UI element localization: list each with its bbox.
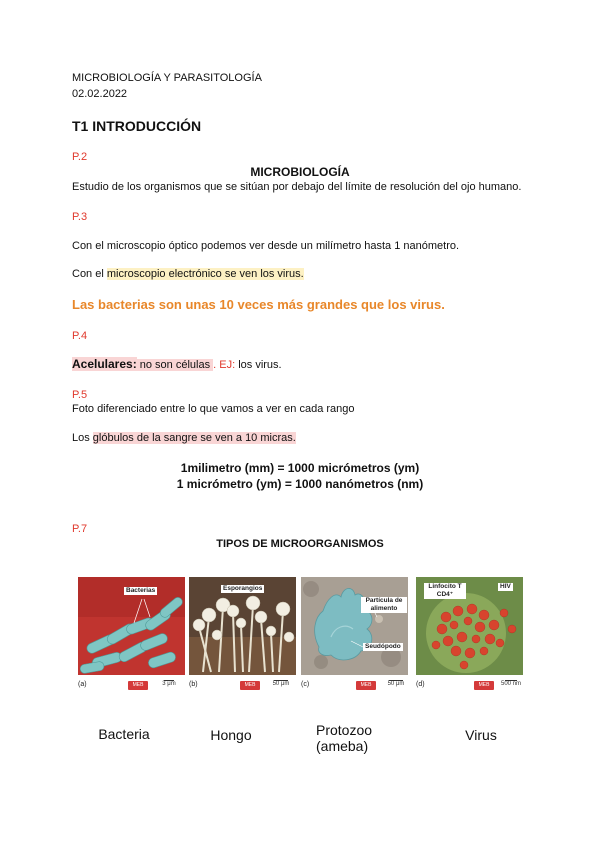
label-virus: Virus: [465, 727, 497, 743]
hiv-tag: HIV: [500, 583, 511, 590]
microorganism-types-heading: TIPOS DE MICROORGANISMOS: [216, 538, 384, 550]
acelulares-line: [72, 357, 282, 373]
label-protozoan: Protozoo (ameba): [316, 722, 373, 754]
electron-prefix: Con el: [72, 268, 107, 280]
label-fungus: Hongo: [210, 727, 252, 743]
panel-d-scale: [498, 680, 524, 690]
microbiologia-definition: Estudio de los organismos que se sitúan por debajo del límite de resolución del ojo humano.: [72, 181, 522, 193]
microbiologia-heading: MICROBIOLOGÍA: [250, 165, 350, 179]
equation-um-nm: 1 micrómetro (ym) = 1000 nanómetros (nm): [176, 477, 424, 491]
blood-prefix: Los: [72, 432, 93, 444]
equation-mm-um: 1milimetro (mm) = 1000 micrómetros (ym): [180, 461, 420, 475]
ameba-micrograph: [301, 577, 408, 675]
panel-b-scale-label: 50 μm: [272, 681, 290, 687]
panel-a-badge: MEB: [128, 681, 148, 690]
ref-p4: P.4: [72, 330, 88, 342]
range-photo-text: Foto diferenciado entre lo que vamos a ver en cada rango: [72, 403, 355, 415]
acelulares-term: Acelulares:: [72, 357, 137, 371]
course-title: MICROBIOLOGÍA Y PARASITOLOGÍA: [72, 72, 262, 84]
t-lymphocyte-tag: Linfocito T CD4⁺: [424, 583, 466, 599]
panel-b-letter: (b): [189, 681, 198, 688]
sporangia-tag: Esporangios: [223, 585, 263, 592]
electron-highlight: microscopio electrónico se ven los virus.: [106, 268, 304, 280]
panel-d-letter: (d): [416, 681, 425, 688]
pseudopod-tag: Seudópodo: [365, 643, 401, 650]
bacteria-tag: Bacterias: [126, 587, 156, 594]
panel-a-scale: [156, 680, 182, 690]
fungus-micrograph: [189, 577, 296, 675]
ref-p2: P.2: [72, 151, 88, 163]
ref-p5: P.5: [72, 389, 88, 401]
ref-p3: P.3: [72, 211, 88, 223]
panel-a-letter: (a): [78, 681, 87, 688]
label-bacteria: Bacteria: [98, 726, 150, 742]
panel-d-scale-label: 500 nm: [500, 681, 521, 687]
panel-b-badge: MEB: [240, 681, 260, 690]
panel-b-scale: [266, 680, 296, 690]
virus-micrograph: [416, 577, 523, 675]
document-date: 02.02.2022: [72, 88, 128, 100]
electron-microscope-text: [72, 268, 304, 281]
panel-a-scale-label: 3 μm: [162, 681, 176, 687]
ref-p7: P.7: [72, 523, 88, 535]
acelulares-definition: no son células: [136, 359, 214, 371]
bacteria-micrograph: [78, 577, 185, 675]
blood-highlight: glóbulos de la sangre se ven a 10 micras.: [92, 432, 296, 444]
panel-c-badge: MEB: [356, 681, 376, 690]
size-comparison-emphasis: Las bacterias son unas 10 veces más grandes que los virus.: [72, 297, 445, 312]
ej-label: . EJ:: [213, 359, 236, 371]
acelulares-example: los virus.: [235, 359, 282, 371]
page-title: T1 INTRODUCCIÓN: [72, 118, 202, 134]
panel-d-badge: MEB: [474, 681, 494, 690]
panel-c-scale: [382, 680, 410, 690]
blood-cells-text: [72, 432, 296, 445]
optical-microscope-text: Con el microscopio óptico podemos ver desde un milímetro hasta 1 nanómetro.: [72, 240, 460, 252]
panel-c-scale-label: 50 μm: [387, 681, 405, 687]
panel-c-letter: (c): [301, 681, 310, 688]
food-particle-tag: Partícula de alimento: [361, 597, 407, 613]
